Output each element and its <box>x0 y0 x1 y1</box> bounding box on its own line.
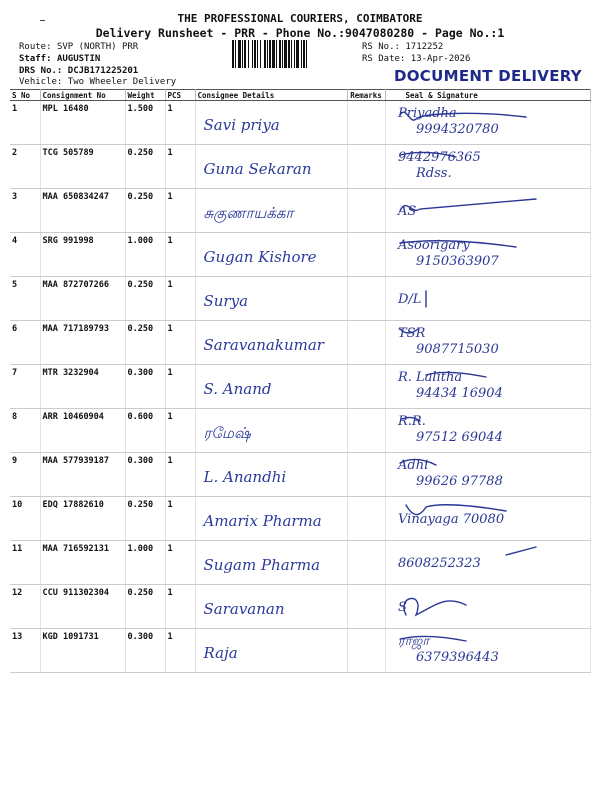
table-row <box>10 145 590 189</box>
vehicle-value: Two Wheeler Delivery <box>67 77 177 87</box>
row-consignee <box>195 585 347 629</box>
row-pcs: 1 <box>165 585 195 629</box>
row-signature <box>385 541 590 585</box>
row-weight: 1.000 <box>125 233 165 277</box>
row-sno: 7 <box>10 365 40 409</box>
vehicle-label: Vehicle: <box>19 77 63 87</box>
row-remarks <box>347 497 385 541</box>
signature-text: TSR <box>397 326 425 341</box>
signature-text: 94434 16904 <box>415 386 503 401</box>
consignee-handwriting: ரமேஷ் <box>203 424 251 442</box>
signature-handwriting <box>386 497 591 537</box>
signature-handwriting <box>386 145 591 185</box>
consignee-handwriting: Gugan Kishore <box>203 248 317 266</box>
signature-text: R.R. <box>397 414 426 429</box>
row-weight: 0.250 <box>125 189 165 233</box>
row-consignment-no: MAA 872707266 <box>40 277 125 321</box>
consignee-handwriting: Guna Sekaran <box>203 160 312 178</box>
signature-handwriting <box>386 233 591 273</box>
signature-text: Priyadha <box>397 106 457 121</box>
signature-text: D/L <box>397 292 421 307</box>
signature-handwriting <box>386 365 591 405</box>
table-row <box>10 629 590 673</box>
row-consignee <box>195 541 347 585</box>
row-weight: 0.250 <box>125 321 165 365</box>
row-signature <box>385 497 590 541</box>
row-consignment-no: MTR 3232904 <box>40 365 125 409</box>
row-pcs: 1 <box>165 101 195 145</box>
col-weight-header: Weight <box>125 90 165 101</box>
row-weight: 1.000 <box>125 541 165 585</box>
row-signature <box>385 101 590 145</box>
row-consignee <box>195 409 347 453</box>
table-row <box>10 453 590 497</box>
row-consignee <box>195 189 347 233</box>
row-sno: 1 <box>10 101 40 145</box>
signature-text: Adhi <box>397 458 428 473</box>
vehicle-line <box>19 77 176 87</box>
row-sno: 10 <box>10 497 40 541</box>
row-consignee <box>195 277 347 321</box>
row-signature <box>385 629 590 673</box>
row-sno: 4 <box>10 233 40 277</box>
col-consignment-header: Consignment No <box>40 90 125 101</box>
runsheet-table <box>10 89 591 673</box>
row-signature <box>385 321 590 365</box>
row-weight: 0.250 <box>125 497 165 541</box>
signature-handwriting <box>386 277 591 317</box>
row-consignment-no: SRG 991998 <box>40 233 125 277</box>
row-signature <box>385 233 590 277</box>
signature-handwriting <box>386 189 591 229</box>
consignee-handwriting: Amarix Pharma <box>203 512 322 530</box>
route-label: Route: <box>19 42 52 52</box>
row-sno: 13 <box>10 629 40 673</box>
signature-text: 99626 97788 <box>415 474 503 489</box>
row-signature <box>385 189 590 233</box>
row-consignment-no: MPL 16480 <box>40 101 125 145</box>
row-pcs: 1 <box>165 365 195 409</box>
row-consignee <box>195 233 347 277</box>
staff-line <box>19 54 100 64</box>
signature-text: ராஜா <box>397 634 429 649</box>
row-remarks <box>347 277 385 321</box>
row-pcs: 1 <box>165 541 195 585</box>
row-remarks <box>347 409 385 453</box>
row-remarks <box>347 233 385 277</box>
row-remarks <box>347 629 385 673</box>
row-consignee <box>195 453 347 497</box>
row-consignment-no: ARR 10460904 <box>40 409 125 453</box>
row-sno: 3 <box>10 189 40 233</box>
rs-date-line <box>362 54 470 64</box>
rs-no-value: 1712252 <box>405 42 444 52</box>
consignee-handwriting: S. Anand <box>203 380 272 398</box>
rs-date-value: 13-Apr-2026 <box>410 54 471 64</box>
col-sno-header: S No <box>10 90 40 101</box>
row-remarks <box>347 101 385 145</box>
consignee-handwriting: Saravanan <box>203 600 285 618</box>
row-pcs: 1 <box>165 497 195 541</box>
signature-handwriting <box>386 585 591 625</box>
row-weight: 0.300 <box>125 453 165 497</box>
table-row <box>10 101 590 145</box>
table-header-row <box>10 90 590 101</box>
row-consignee <box>195 145 347 189</box>
table-row <box>10 233 590 277</box>
col-signature-header: Seal & Signature <box>385 90 590 101</box>
signature-text: Asoorigary <box>397 238 470 253</box>
staff-value: AUGUSTIN <box>56 54 101 64</box>
row-consignment-no: CCU 911302304 <box>40 585 125 629</box>
signature-text: 9087715030 <box>415 342 499 357</box>
row-consignee <box>195 101 347 145</box>
table-row <box>10 409 590 453</box>
drs-value: DCJB171225201 <box>67 66 139 76</box>
row-signature <box>385 585 590 629</box>
consignee-handwriting: L. Anandhi <box>203 468 287 486</box>
col-consignee-header: Consignee Details <box>195 90 347 101</box>
row-remarks <box>347 453 385 497</box>
row-consignment-no: MAA 717189793 <box>40 321 125 365</box>
row-remarks <box>347 585 385 629</box>
row-sno: 5 <box>10 277 40 321</box>
row-signature <box>385 453 590 497</box>
document-delivery-stamp: DOCUMENT DELIVERY <box>394 67 582 85</box>
row-sno: 2 <box>10 145 40 189</box>
signature-flourish <box>400 199 536 211</box>
col-pcs-header: PCS <box>165 90 195 101</box>
signature-text: 9994320780 <box>415 122 499 137</box>
signature-text: 8608252323 <box>397 556 481 571</box>
consignee-handwriting: சுகுணாயக்கா <box>203 204 294 222</box>
row-pcs: 1 <box>165 453 195 497</box>
signature-text: 9150363907 <box>415 254 499 269</box>
row-signature <box>385 409 590 453</box>
row-consignee <box>195 365 347 409</box>
row-remarks <box>347 541 385 585</box>
table-row <box>10 277 590 321</box>
row-consignment-no: MAA 650834247 <box>40 189 125 233</box>
signature-text: 9442976365 <box>397 150 481 165</box>
consignee-handwriting: Raja <box>203 644 238 662</box>
table-row <box>10 541 590 585</box>
row-pcs: 1 <box>165 277 195 321</box>
row-pcs: 1 <box>165 189 195 233</box>
signature-handwriting <box>386 409 591 449</box>
runsheet-title: Delivery Runsheet - PRR - Phone No.:9047080280 - Page No.:1 <box>95 26 505 40</box>
rs-date-label: RS Date: <box>362 54 406 64</box>
route-value: SVP (NORTH) PRR <box>56 42 139 52</box>
row-pcs: 1 <box>165 629 195 673</box>
signature-text: AS <box>397 204 416 219</box>
row-remarks <box>347 145 385 189</box>
row-consignee <box>195 629 347 673</box>
row-weight: 0.300 <box>125 365 165 409</box>
row-sno: 12 <box>10 585 40 629</box>
row-consignment-no: MAA 577939187 <box>40 453 125 497</box>
signature-text: R. Lalitha <box>397 370 462 385</box>
signature-handwriting <box>386 629 591 669</box>
row-pcs: 1 <box>165 233 195 277</box>
row-pcs: 1 <box>165 321 195 365</box>
row-consignee <box>195 497 347 541</box>
signature-flourish <box>403 598 465 615</box>
route-line <box>19 42 138 52</box>
row-remarks <box>347 321 385 365</box>
row-signature <box>385 277 590 321</box>
table-row <box>10 189 590 233</box>
row-weight: 0.250 <box>125 277 165 321</box>
row-signature <box>385 365 590 409</box>
consignee-handwriting: Surya <box>203 292 249 310</box>
table-row <box>10 365 590 409</box>
signature-handwriting <box>386 453 591 493</box>
row-sno: 11 <box>10 541 40 585</box>
signature-text: 6379396443 <box>415 650 499 665</box>
barcode <box>232 40 356 68</box>
signature-handwriting <box>386 321 591 361</box>
signature-text: Vinayaga 70080 <box>397 512 504 527</box>
row-consignment-no: EDQ 17882610 <box>40 497 125 541</box>
rs-no-line <box>362 42 443 52</box>
col-remarks-header: Remarks <box>347 90 385 101</box>
signature-text: 97512 69044 <box>415 430 503 445</box>
row-weight: 0.250 <box>125 585 165 629</box>
drs-label: DRS No.: <box>19 66 63 76</box>
signature-text: Rdss. <box>415 166 452 181</box>
consignee-handwriting: Sugam Pharma <box>203 556 321 574</box>
consignee-handwriting: Savi priya <box>203 116 280 134</box>
signature-text: S <box>397 600 407 615</box>
staff-label: Staff: <box>19 54 52 64</box>
row-weight: 0.300 <box>125 629 165 673</box>
row-weight: 0.250 <box>125 145 165 189</box>
row-signature <box>385 145 590 189</box>
table-row <box>10 321 590 365</box>
row-consignment-no: MAA 716592131 <box>40 541 125 585</box>
row-sno: 8 <box>10 409 40 453</box>
signature-handwriting <box>386 541 591 581</box>
table-row <box>10 585 590 629</box>
row-consignment-no: TCG 505789 <box>40 145 125 189</box>
row-weight: 0.600 <box>125 409 165 453</box>
row-pcs: 1 <box>165 145 195 189</box>
row-consignee <box>195 321 347 365</box>
row-weight: 1.500 <box>125 101 165 145</box>
row-consignment-no: KGD 1091731 <box>40 629 125 673</box>
consignee-handwriting: Saravanakumar <box>203 336 324 354</box>
row-remarks <box>347 365 385 409</box>
row-sno: 6 <box>10 321 40 365</box>
rs-no-label: RS No.: <box>362 42 400 52</box>
row-sno: 9 <box>10 453 40 497</box>
company-name: THE PROFESSIONAL COURIERS, COIMBATORE <box>177 12 423 25</box>
signature-handwriting <box>386 101 591 141</box>
table-row <box>10 497 590 541</box>
row-pcs: 1 <box>165 409 195 453</box>
barcode-gap <box>307 40 309 68</box>
signature-flourish <box>506 547 536 555</box>
drs-line <box>19 66 138 76</box>
row-remarks <box>347 189 385 233</box>
